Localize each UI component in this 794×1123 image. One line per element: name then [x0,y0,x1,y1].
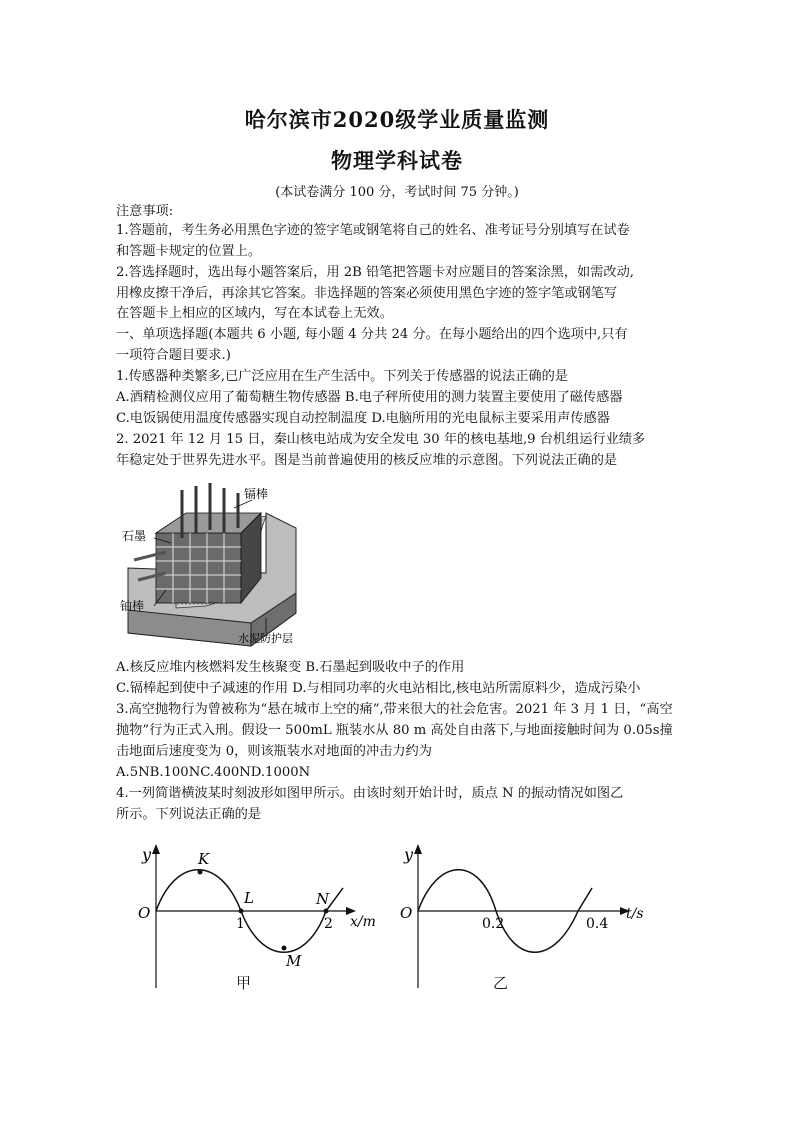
point-label-k: K [198,850,210,868]
exam-title: 哈尔滨市2020级学业质量监测 [244,107,550,132]
section-heading: 一、单项选择题(本题共 6 小题, 每小题 4 分共 24 分。在每小题给出的四个选项中,只有 [116,327,628,342]
question-4-stem: 4.一列简谐横波某时刻波形如图甲所示。由该时刻开始计时，质点 N 的振动情况如图乙 [116,786,624,801]
label-uranium: 铀棒 [120,599,145,613]
question-2-stem: 年稳定处于世界先进水平。图是当前普遍使用的核反应堆的示意图。下列说法正确的是 [116,453,618,468]
tick-label: 0.2 [482,916,505,932]
question-1-options: C.电饭锅使用温度传感器实现自动控制温度 D.电脑所用的光电鼠标主要采用声传感器 [116,411,610,426]
question-2-options: A.核反应堆内核燃料发生核聚变 B.石墨起到吸收中子的作用 [116,660,465,675]
question-2-options: C.镉棒起到使中子减速的作用 D.与相同功率的火电站相比,核电站所需原料少，造成污染小 [116,681,641,696]
axis-label-t: t/s [626,906,644,922]
origin-label: O [400,904,413,922]
origin-label: O [138,904,151,922]
axis-label-y: y [142,845,152,864]
label-concrete: 水泥防护层 [238,632,293,645]
instruction-line: 2.答选择题时，选出每小题答案后，用 2B 铅笔把答题卡对应题目的答案涂黑，如需改动, [116,265,634,280]
point-label-m: M [286,952,302,970]
graph-jia-caption: 甲 [236,974,252,992]
reactor-figure [116,478,306,648]
question-1-stem: 1.传感器种类繁多,已广泛应用在生产生活中。下列关于传感器的说法正确的是 [116,369,568,384]
section-heading-cont: 一项符合题目要求.) [116,348,231,363]
exam-note: (本试卷满分 100 分，考试时间 75 分钟。) [275,185,519,200]
question-3-options: A.5NB.100NC.400ND.1000N [116,765,311,780]
label-graphite: 石墨 [122,529,147,543]
question-4-stem: 所示。下列说法正确的是 [116,807,262,822]
graph-yi-caption: 乙 [493,974,509,992]
axis-label-x: x/m [350,914,376,930]
point-label-n: N [316,890,330,908]
instructions-heading: 注意事项: [116,204,174,219]
tick-label: 0.4 [586,916,609,932]
question-1-options: A.酒精检测仪应用了葡萄糖生物传感器 B.电子秤所使用的测力装置主要使用了磁传感器 [116,390,623,405]
instruction-line: 1.答题前，考生务必用黑色字迹的签字笔或钢笔将自己的姓名、准考证号分别填写在试卷 [116,223,630,238]
question-3-stem: 击地面后速度变为 0，则该瓶装水对地面的冲击力约为 [116,744,432,759]
label-cadmium: 镉棒 [244,487,269,501]
tick-label: 1 [236,916,245,932]
question-3-stem: 抛物”行为正式入刑。假设一 500mL 瓶装水从 80 m 高处自由落下,与地面接触时间为 0.05s撞 [116,723,673,738]
point-label-l: L [244,889,254,907]
exam-subject: 物理学科试卷 [331,148,463,173]
question-2-stem: 2. 2021 年 12 月 15 日，秦山核电站成为安全发电 30 年的核电基地,9 台机组运行业绩多 [116,432,646,447]
tick-label: 2 [324,916,333,932]
question-3-stem: 3.高空抛物行为曾被称为“悬在城市上空的痛”,带来很大的社会危害。2021 年 3 月 1 日，“高空 [116,702,673,717]
instruction-line: 在答题卡上相应的区域内，写在本试卷上无效。 [116,306,393,321]
axis-label-y: y [404,845,414,864]
instruction-line: 和答题卡规定的位置上。 [116,244,262,259]
wave-graph-yi [396,838,656,998]
instruction-line: 用橡皮擦干净后，再涂其它答案。非选择题的答案必须使用黑色字迹的签字笔或钢笔写 [116,286,618,301]
